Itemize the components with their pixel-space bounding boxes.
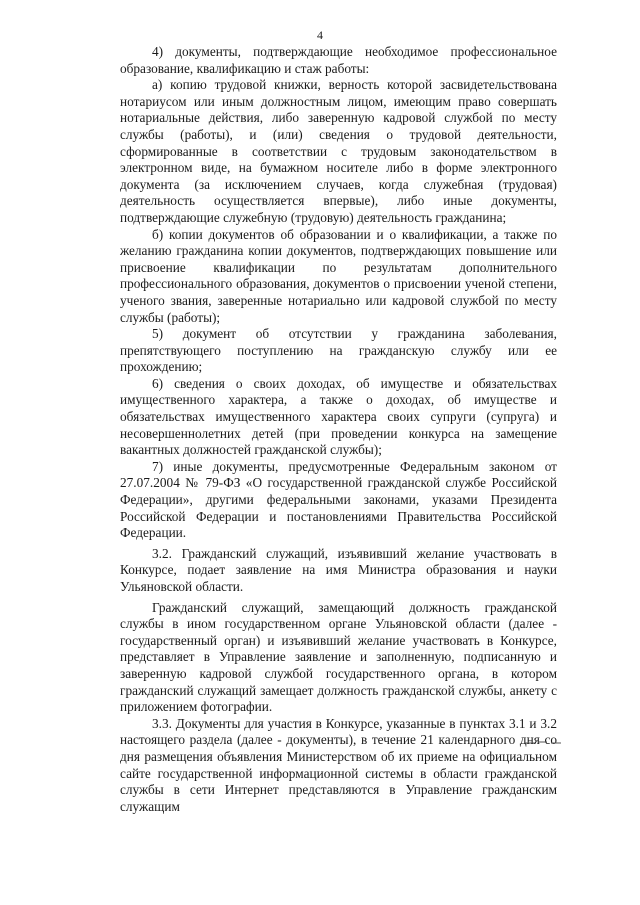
document-body bbox=[120, 44, 557, 815]
paragraph-item-7: 7) иные документы, предусмотренные Федеральным законом от 27.07.2004 № 79-ФЗ «О государственной гражданской службе Российской Федерации», другими федеральными законами, указами Президента Российской Федерации и постановлениями Правительства Российской Федерации. bbox=[120, 458, 557, 541]
paragraph-section-3-2: 3.2. Гражданский служащий, изъявивший желание участвовать в Конкурсе, подает заявление на имя Министра образования и науки Ульяновской области. bbox=[120, 545, 557, 594]
paragraph-item-5: 5) документ об отсутствии у гражданина заболевания, препятствующего поступлению на гражданскую службу или ее прохождению; bbox=[120, 326, 557, 375]
paragraph-section-3-2-cont: Гражданский служащий, замещающий должность гражданской службы в ином государственном органе Ульяновской области (далее - государственный орган) и изъявивший желание участвовать в Конкурсе, представляет в Управление заявление и заполненную, подписанную и заверенную кадровой службой государственного органа, в котором гражданский служащий замещает должность гражданской службы, анкету с приложением фотографии. bbox=[120, 599, 557, 715]
page-number: 4 bbox=[317, 28, 323, 42]
paragraph-item-4a: а) копию трудовой книжки, верность которой засвидетельствована нотариусом или иным должностным лицом, имеющим право совершать нотариальные действия, либо заверенную кадровой службой по месту службы (работы), и (или) сведения о трудовой деятельности, сформированные в соответствии с трудовым законодательством в электронном виде, на бумажном носителе либо в форме электронного документа (за исключением случаев, когда служебная (трудовая) деятельность осуществляется впервые), либо иные документы, подтверждающие служебную (трудовую) деятельность гражданина; bbox=[120, 77, 557, 225]
paragraph-item-4b: б) копии документов об образовании и о квалификации, а также по желанию гражданина копии документов, подтверждающих повышение или присвоение квалификации по результатам дополнительного профессионального образования, документов о присвоении ученой степени, ученого звания, заверенные нотариально или кадровой службой по месту службы (работы); bbox=[120, 226, 557, 325]
pen-mark bbox=[523, 735, 563, 747]
paragraph-section-3-3: 3.3. Документы для участия в Конкурсе, указанные в пунктах 3.1 и 3.2 настоящего раздела (далее - документы), в течение 21 календарного дня со дня размещения объявления Министерством об их приеме на официальном сайте государственной информационной системы в области гражданской службы в сети Интернет представляются в Управление гражданским служащим bbox=[120, 715, 557, 814]
paragraph-item-4: 4) документы, подтверждающие необходимое профессиональное образование, квалификацию и стаж работы: bbox=[120, 44, 557, 76]
paragraph-item-6: 6) сведения о своих доходах, об имуществе и обязательствах имущественного характера, а также о доходах, об имуществе и обязательствах имущественного характера своих супруги (супруга) и несовершеннолетних детей (при проведении конкурса на замещение вакантных должностей гражданской службы); bbox=[120, 375, 557, 458]
